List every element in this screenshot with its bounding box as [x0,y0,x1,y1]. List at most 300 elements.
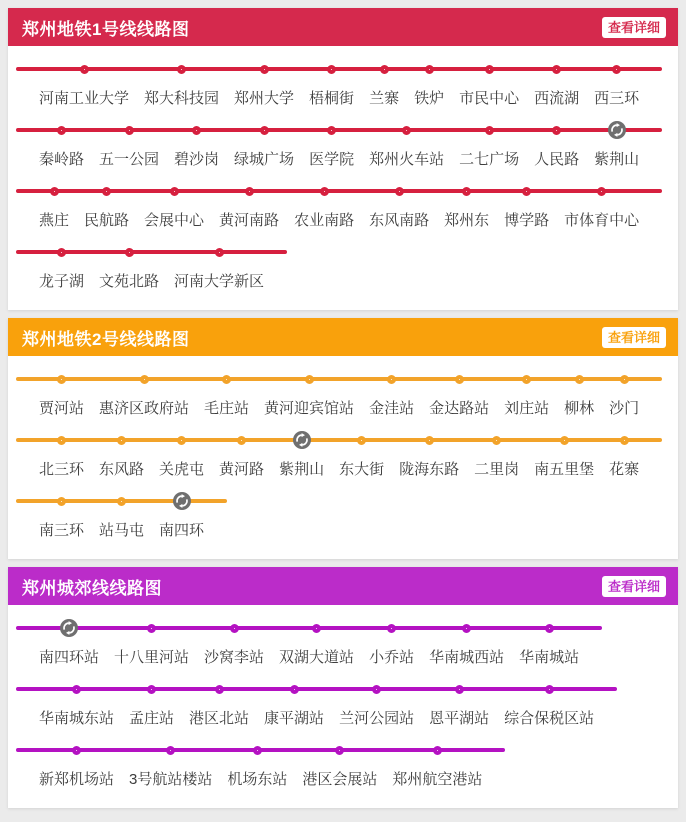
station-label[interactable]: 关虎屯 [159,461,205,478]
line-row [16,60,678,108]
station-label[interactable]: 刘庄站 [504,400,550,417]
station-label[interactable]: 绿城广场 [234,151,295,168]
station-dot [387,624,396,633]
line-row [16,182,678,230]
line-card-header [8,567,678,605]
station-dot [522,187,531,196]
line-row [16,741,678,789]
station-label[interactable]: 市体育中心 [564,212,640,229]
station [227,741,287,789]
station [339,680,414,728]
station [39,370,84,418]
station-dot [312,624,321,633]
station-dot [335,746,344,755]
station-dot [170,187,179,196]
station-dot [80,65,89,74]
station-label[interactable]: 民航路 [84,212,130,229]
line-row [16,243,678,291]
station [594,121,639,169]
station-dot-area [612,60,621,78]
line-card [8,318,678,559]
station-dot-area [485,121,494,139]
station-label[interactable]: 东大街 [339,461,385,478]
station [159,492,204,540]
station [234,60,294,108]
station-dot [462,187,471,196]
station-dot-area [147,680,156,698]
station-dot-area [230,619,239,637]
station [279,431,324,479]
line-title: 郑州地铁1号线线路图 [22,19,190,39]
station [129,680,174,728]
station [369,60,399,108]
station-dot-area [305,370,314,388]
station [234,121,294,169]
line-row [16,492,678,540]
station [399,431,459,479]
station-dot-area [552,121,561,139]
station [309,121,354,169]
station-dot [102,187,111,196]
station-label[interactable]: 郑州航空港站 [392,771,483,788]
view-detail-button[interactable]: 查看详细 [602,17,666,38]
station-dot-area [57,492,66,510]
station-dot-area [166,741,175,759]
station-dot [57,375,66,384]
line-row [16,619,678,667]
station [99,243,159,291]
station [99,492,144,540]
station [369,182,429,230]
station-dot-area [140,370,149,388]
station [459,121,519,169]
station-label[interactable]: 站马屯 [99,522,145,539]
station-dot-area [462,619,471,637]
station [369,121,444,169]
station-label[interactable]: 十八里河站 [114,649,190,666]
transfer-icon [293,431,311,449]
station-dot-area [102,182,111,200]
station-dot-area [50,182,59,200]
station-dot [425,65,434,74]
station-dot-area [387,619,396,637]
station-dot [222,375,231,384]
station [99,370,189,418]
station [174,121,219,169]
station-dot [147,685,156,694]
station-dot-area [72,680,81,698]
station-label[interactable]: 港区会展站 [302,771,378,788]
station-dot [552,126,561,135]
line-row [16,431,678,479]
station-label[interactable]: 陇海东路 [399,461,460,478]
station-dot-area [492,431,501,449]
station-dot [545,624,554,633]
station-label[interactable]: 东风南路 [369,212,430,229]
station-dot-area [57,243,66,261]
station-dot-area [522,182,531,200]
station [519,619,579,667]
station-dot [147,624,156,633]
station [129,741,212,789]
station [39,431,84,479]
station-dot-area [545,619,554,637]
station-label[interactable]: 北三环 [39,461,85,478]
station [189,680,249,728]
station-dot-area [402,121,411,139]
station-dot [462,624,471,633]
station-dot [215,248,224,257]
station-dot [455,685,464,694]
station-dot [357,436,366,445]
station-label[interactable]: 西流湖 [534,90,580,107]
station-label[interactable]: 黄河南路 [219,212,280,229]
station [534,431,594,479]
station-dot-area [522,370,531,388]
station-label[interactable]: 郑大科技园 [144,90,220,107]
station-label[interactable]: 铁炉 [414,90,445,107]
station-dot-area [425,431,434,449]
station-dot-area [215,680,224,698]
station-dot-area [57,370,66,388]
station [609,370,639,418]
station [39,492,84,540]
station [279,619,354,667]
station-dot [290,685,299,694]
station-dot [260,126,269,135]
station-dot [72,685,81,694]
station-label[interactable]: 综合保税区站 [504,710,595,727]
station-label[interactable]: 河南大学新区 [174,273,265,290]
station [444,182,489,230]
station-dot [612,65,621,74]
station-label[interactable]: 市民中心 [459,90,520,107]
station [302,741,377,789]
station-dot-area [117,492,126,510]
line-title: 郑州地铁2号线线路图 [22,329,190,349]
station [339,431,384,479]
station [144,60,219,108]
station-dot [433,746,442,755]
line-row [16,680,678,728]
station-label[interactable]: 孟庄站 [129,710,175,727]
line-card-header [8,318,678,356]
station-dot-area [170,182,179,200]
line-map [8,46,678,310]
station-label[interactable]: 金达路站 [429,400,490,417]
station-label[interactable]: 机场东站 [227,771,288,788]
station-dot-area [245,182,254,200]
station-label[interactable]: 兰河公园站 [339,710,415,727]
station-dot-area [395,182,404,200]
station [219,431,264,479]
station-dot [597,187,606,196]
transfer-dot-area [60,619,78,637]
station-dot-area [462,182,471,200]
station-dot-area [425,60,434,78]
station-dot-area [387,370,396,388]
station-dot-area [57,121,66,139]
station-label[interactable]: 康平湖站 [264,710,325,727]
station-dot [380,65,389,74]
station [204,619,264,667]
station-dot-area [455,370,464,388]
station [429,680,489,728]
station-dot-area [192,121,201,139]
station-label[interactable]: 3号航站楼站 [129,771,213,788]
station-label[interactable]: 博学路 [504,212,550,229]
station-label[interactable]: 五一公园 [99,151,160,168]
station [369,370,414,418]
station-dot [177,65,186,74]
station-label[interactable]: 农业南路 [294,212,355,229]
station-dot-area [290,680,299,698]
station-dot [327,126,336,135]
station-dot [492,436,501,445]
station-label[interactable]: 黄河路 [219,461,265,478]
station-label[interactable]: 二七广场 [459,151,520,168]
station-dot-area [372,680,381,698]
line-card [8,8,678,310]
station-label[interactable]: 双湖大道站 [279,649,355,666]
station [534,121,579,169]
station-label[interactable]: 紫荆山 [594,151,640,168]
view-detail-button[interactable]: 查看详细 [602,576,666,597]
station-label[interactable]: 会展中心 [144,212,205,229]
station-label[interactable]: 惠济区政府站 [99,400,190,417]
station-label[interactable]: 燕庄 [39,212,70,229]
station [369,619,414,667]
station-dot [560,436,569,445]
station-dot-area [177,60,186,78]
station [459,60,519,108]
station-dot-area [335,741,344,759]
station-label[interactable]: 郑州东 [444,212,490,229]
station-dot [57,248,66,257]
station-dot [125,248,134,257]
station-label[interactable]: 西三环 [594,90,640,107]
station-label[interactable]: 南四环 [159,522,205,539]
station [264,680,324,728]
station [99,121,159,169]
station-dot [485,126,494,135]
station-dot [522,375,531,384]
station-dot [575,375,584,384]
station-label[interactable]: 金洼站 [369,400,415,417]
station-label[interactable]: 小乔站 [369,649,415,666]
station [39,121,84,169]
transfer-icon [608,121,626,139]
station-dot-area [57,431,66,449]
station-dot-area [312,619,321,637]
station-label[interactable]: 二里岗 [474,461,520,478]
station-label[interactable]: 梧桐街 [309,90,355,107]
station-dot [50,187,59,196]
station-dot [305,375,314,384]
station-dot-area [253,741,262,759]
station-label[interactable]: 秦岭路 [39,151,85,168]
line-row [16,370,678,418]
station [264,370,354,418]
station-dot [140,375,149,384]
station-dot [455,375,464,384]
station-label[interactable]: 河南工业大学 [39,90,130,107]
station-dot-area [80,60,89,78]
line-map [8,356,678,559]
station-dot [192,126,201,135]
station-dot-area [433,741,442,759]
transfer-dot-area [293,431,311,449]
station [414,60,444,108]
station-dot [230,624,239,633]
station-dot [387,375,396,384]
station-label[interactable]: 龙子湖 [39,273,85,290]
station-dot [552,65,561,74]
station-label[interactable]: 南三环 [39,522,85,539]
transfer-icon [60,619,78,637]
station [39,619,99,667]
station-dot [117,436,126,445]
metro-line-list [0,8,686,808]
station [534,60,579,108]
station-label[interactable]: 黄河迎宾馆站 [264,400,355,417]
station-dot-area [125,121,134,139]
station-dot [245,187,254,196]
station-label[interactable]: 港区北站 [189,710,250,727]
station-dot [72,746,81,755]
station-label[interactable]: 文苑北路 [99,273,160,290]
station [39,741,114,789]
station-dot-area [357,431,366,449]
station [609,431,639,479]
station-dot [57,126,66,135]
station [504,680,594,728]
transfer-dot-area [608,121,626,139]
station-dot-area [320,182,329,200]
station-dot-area [147,619,156,637]
station-dot-area [260,60,269,78]
station [474,431,519,479]
line-title: 郑州城郊线线路图 [22,578,162,598]
station [114,619,189,667]
station [309,60,354,108]
station-label[interactable]: 华南城东站 [39,710,115,727]
station [159,431,204,479]
station-dot-area [327,60,336,78]
station-label[interactable]: 紫荆山 [279,461,325,478]
station-dot [620,375,629,384]
station [84,182,129,230]
station-dot-area [485,60,494,78]
station-label[interactable]: 南五里堡 [534,461,595,478]
station-label[interactable]: 花寨 [609,461,640,478]
station-label[interactable]: 郑州大学 [234,90,295,107]
view-detail-button[interactable]: 查看详细 [602,327,666,348]
station-label[interactable]: 贾河站 [39,400,85,417]
station-label[interactable]: 沙门 [609,400,640,417]
station-dot-area [597,182,606,200]
station [429,619,504,667]
station-dot [166,746,175,755]
station [39,182,69,230]
station-dot [320,187,329,196]
transfer-dot-area [173,492,191,510]
line-map [8,605,678,808]
station [594,60,639,108]
line-card [8,567,678,808]
station-dot-area [260,121,269,139]
station-label[interactable]: 沙窝李站 [204,649,265,666]
station-dot-area [237,431,246,449]
station-label[interactable]: 郑州火车站 [369,151,445,168]
station [564,370,594,418]
station [99,431,144,479]
station-dot-area [455,680,464,698]
station-label[interactable]: 医学院 [309,151,355,168]
station [204,370,249,418]
station-dot-area [222,370,231,388]
station-label[interactable]: 人民路 [534,151,580,168]
station [429,370,489,418]
station-dot-area [552,60,561,78]
line-row [16,121,678,169]
station-dot [372,685,381,694]
station-label[interactable]: 新郑机场站 [39,771,115,788]
station-dot [620,436,629,445]
station-dot-area [620,431,629,449]
station-dot [253,746,262,755]
station-dot [215,685,224,694]
station [504,370,549,418]
station-label[interactable]: 东风路 [99,461,145,478]
station [174,243,264,291]
station-dot [327,65,336,74]
station-dot [485,65,494,74]
station-dot [395,187,404,196]
station-dot-area [575,370,584,388]
station-label[interactable]: 南四环站 [39,649,100,666]
station [144,182,204,230]
station-dot-area [545,680,554,698]
station-dot [117,497,126,506]
station-label[interactable]: 华南城西站 [429,649,505,666]
station-label[interactable]: 恩平湖站 [429,710,490,727]
station-dot-area [560,431,569,449]
station [392,741,482,789]
station [564,182,639,230]
station-dot [260,65,269,74]
station-dot [425,436,434,445]
station-dot-area [327,121,336,139]
station [294,182,354,230]
station [504,182,549,230]
station-dot-area [620,370,629,388]
station-dot [125,126,134,135]
station-label[interactable]: 华南城站 [519,649,580,666]
station [39,60,129,108]
station-label[interactable]: 柳林 [564,400,595,417]
station-dot [402,126,411,135]
station-dot-area [125,243,134,261]
line-card-header [8,8,678,46]
station-label[interactable]: 兰寨 [369,90,400,107]
transfer-icon [173,492,191,510]
station [219,182,279,230]
station-label[interactable]: 毛庄站 [204,400,250,417]
station-dot-area [215,243,224,261]
station-label[interactable]: 碧沙岗 [174,151,220,168]
station [39,680,114,728]
